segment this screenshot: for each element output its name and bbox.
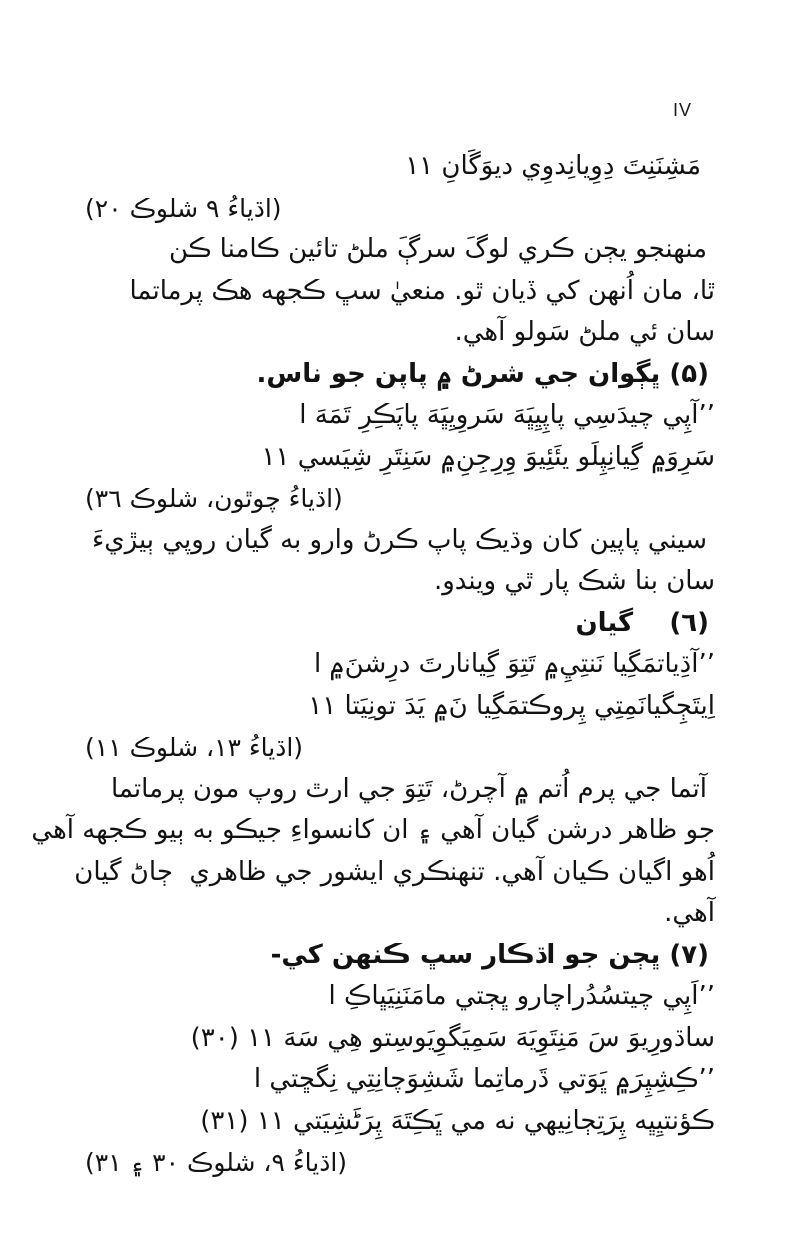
section-heading: (٦) گيان [575, 607, 709, 638]
body-line: سان بنا شڪ پار ٿي ويندو. [433, 566, 715, 596]
body-line: جو ظاهر درشن گيان آهي ۽ ان کانسواءِ جيڪو به ٻيو ڪجهه آهي [31, 815, 715, 845]
verse-line: ساڌورِيوَ سَ مَنِتَوِيَهَ سَمِيَگوِيَوسِتو هِي سَهَ ١١ (٣٠) [190, 1022, 715, 1053]
section-heading: (۵) ڀڳوان جي شرڻ ۾ پاپن جو ناس. [256, 358, 709, 389]
verse-line: ’’آڌِياتمَگِيا نَنتِيِ۾ تَتِوَ گِيانارتَ درِشنَ۾ ا [313, 649, 715, 679]
verse-line: ’’آپِي چيدَسِي پاپِيِڀَهَ سَروِيِڀَهَ پاپَڪِرِ تَمَهَ ا [299, 400, 715, 430]
body-line: منهنجو يڄن ڪري لوگَ سرڳَ ملڻ تائين ڪامنا ڪن [169, 234, 707, 264]
verse-line: اِيتَڄِگيانَمِتِي پِروڪتمَگِيا نَ۾ يَدَ تونِيَتا ١١ [308, 690, 715, 721]
citation-line: (اڌياءُ ٩ شلوڪ ٢٠) [85, 193, 282, 223]
verse-line: ڪؤنتيِڀه پِرَتِڄانِيهي نه مي ڀَڪِتَهَ پِرَڻَشِيَتي ١١ (٣١) [200, 1105, 715, 1136]
verse-line: مَشِنَنِتَ دِوِيانِدوِي ديوَگَانِ ١١ [405, 151, 701, 181]
section-heading: (٧) ڀڄن جو اڌڪار سڀ ڪنهن کي- [270, 939, 709, 970]
citation-line: (اڌياءُ ١٣، شلوڪ ١١) [85, 733, 304, 762]
verse-line: ’’اَپِي چيتسُدُراچارو ڀڄتي مامَنَنِيَڀاڪِ ا [328, 981, 715, 1011]
body-line: سيني پاپين کان وڌيڪ پاپ ڪرڻ وارو به گيان روپي ٻيڙيءَ [92, 524, 707, 555]
body-line: سان ئي ملڻ سَولو آهي. [454, 317, 715, 347]
verse-line: ’’ڪِشِپِرَ۾ ڀَوَتي ڌَرماتِما شَشِوَچانِتِي نِگڇتي ا [253, 1064, 715, 1094]
body-line: ٿا، مان اُنهن کي ڏيان ٿو. منعيٰ سڀ ڪجهه هڪ پرماتما [129, 275, 715, 306]
body-line: اُهو اگيان ڪيان آهي. تنهنڪري ايشور جي ظاهري ڄاڻ گيان [74, 856, 715, 887]
citation-line: (اڌياءُ چوٿون، شلوڪ ٣٦) [85, 484, 343, 513]
body-line: آهي. [664, 898, 715, 928]
page-number: IV [672, 100, 692, 120]
verse-line: سَرِوَ۾ گِيانِپِلَو يئَئِيوَ وِرِجِنِ۾ سَنِتَرِ شِيَسي ١١ [261, 441, 715, 472]
page-text [31, 146, 715, 1184]
body-line: آتما جي پرم اُتم ۾ آچرڻ، تَتِوَ جي ارٿ روپ مون پرماتما [110, 773, 707, 804]
citation-line: (اڌياءُ ٩، شلوڪ ٣٠ ۽ ٣١) [85, 1148, 348, 1177]
